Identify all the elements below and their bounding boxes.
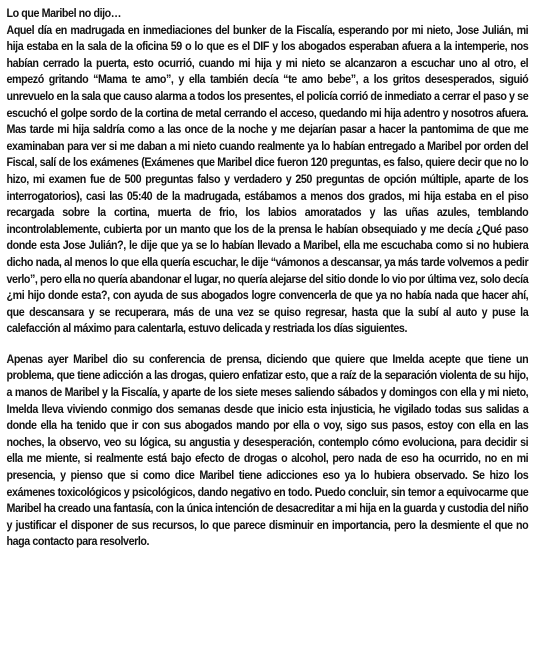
document-title: Lo que Maribel no dijo…: [6, 8, 122, 20]
paragraph-1: Aquel día en madrugada en inmediaciones del bunker de la Fiscalía, esperando por mi nieto, Jose Julián, mi hija estaba en la sala de la oficina 59 o lo que es el DIF y los abogados esperaban afuera a la intemperie, nos habían cerrado la puerta, esto ocurrió, cuando mi hija y mi nieto se alcanzaron a escuchar uno al otro, el empezó gritando “Mama te amo”, y ella también decía “te amo bebe”, a los gritos desesperados, siguió unrevuelo en la sala que causo alarma a todos los presentes, el policía corrió de inmediato a cerrar el paso y se escuchó el golpe sordo de la cortina de metal cerrando el acceso, quedando mi hija adentro y nosotros afuera. Mas tarde mi hija saldría como a las once de la noche y me dejarían pasar a hacer la pantomima de que me examinaban para ver si me daban a mi nieto cuando realmente ya lo habían entregado a Maribel por orden del Fiscal, salí de los exámenes (Exámenes que Maribel dice fueron 120 preguntas, es falso, quiere decir que no lo hizo, mi examen fue de 500 preguntas falso y verdadero y 250 preguntas de opción múltiple, aparte de los interrogatorios), casi las 05:40 de la madrugada, estábamos a menos dos grados, mi hija estaba en el piso recargada sobre la cortina, muerta de frio, los labios amoratados y las uñas azules, temblando incontrolablemente, cubierta por un manto que los de la prensa le habían obsequiado y me decía ¿Qué paso donde esta Jose Julián?, le dije que ya se lo habían llevado a Maribel, ella me escuchaba como si no hubiera dicho nada, al menos lo que ella quería escuchar, le dije “vámonos a descansar, ya más tarde volvemos a pedir verlo”, pero ella no quería abandonar el lugar, no quería alejarse del sitio donde lo vio por última vez, solo decía ¿mi hijo donde esta?, con ayuda de sus abogados logre convencerla de que ya no había nada que hacer ahí, que descansara y se recuperara, más de una vez se quiso regresar, hasta que la subí al auto y puse la calefacción al máximo para calentarla, estuvo delicada y restriada los días siguientes.: [6, 24, 529, 336]
paragraph-2: Apenas ayer Maribel dio su conferencia de prensa, diciendo que quiere que Imelda acepte que tiene un problema, que tiene adicción a las drogas, quiero enfatizar esto, que a raíz de la separación violenta de su hijo, a manos de Maribel y la Fiscalía, y aparte de los siete meses saliendo sábados y domingos con ella y mi nieto, Imelda lleva viviendo conmigo dos semanas desde que inicio esta injusticia, he vigilado todas sus salidas a donde ella ha tenido que ir con sus abogados mando por ella o voy, sigo sus pasos, estoy con ella en las noches, la observo, veo su lógica, su angustia y desesperación, contemplo cómo evoluciona, para decidir si ella me miente, si realmente está bajo efecto de drogas o alcohol, pero nada de eso ha ocurrido, no en mi presencia, y pienso que si como dice Maribel tiene adicciones eso ya lo hubiera observado. Se hizo los exámenes toxicológicos y psicológicos, dando negativo en todo. Puedo concluir, sin temor a equivocarme que Maribel ha creado una fantasía, con la única intención de desacreditar a mi hija en la guarda y custodia del niño y justificar el disponer de sus recursos, lo que parece disminuir en importancia, pero la desmiente el que no haga contacto para resolverlo.: [6, 353, 529, 549]
paragraph-spacer: [7, 338, 529, 352]
